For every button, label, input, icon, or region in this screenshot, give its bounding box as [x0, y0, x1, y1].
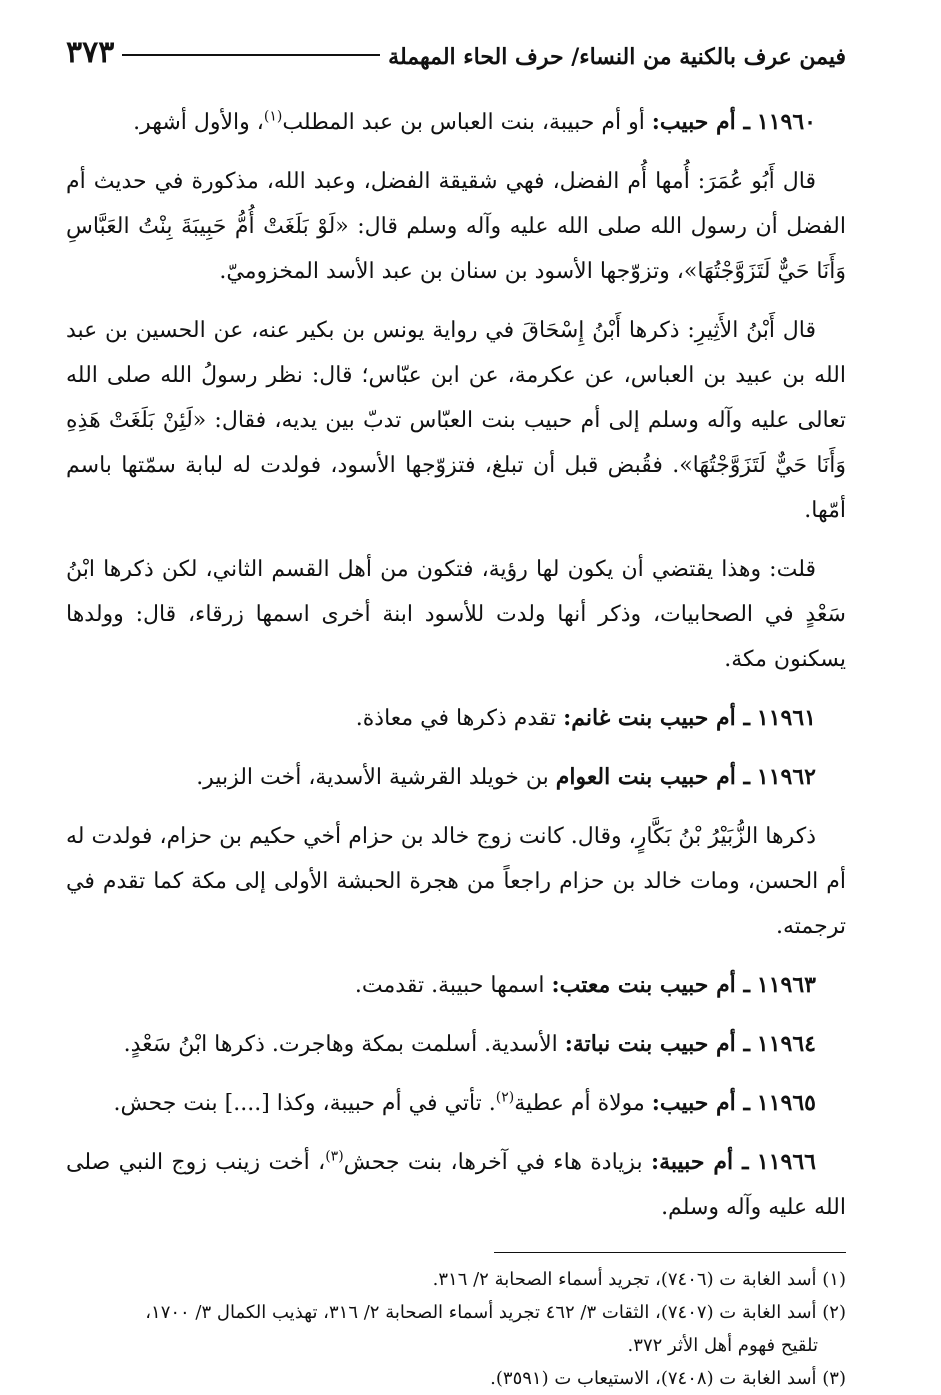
entry-name: ـ أم حبيب بنت نباتة: [564, 1031, 750, 1057]
footnote-2: (٢) أسد الغابة ت (٧٤٠٧)، الثقات ٣/ ٤٦٢ تجريد أسماء الصحابة ٢/ ٣١٦، تهذيب الكمال ٣/ ١٧٠٠، [145, 1302, 846, 1323]
entry-text: اسمها حبيبة. تقدمت. [354, 973, 552, 998]
paragraph-zubayr: ذكرها الزُّبَيْرُ بْنُ بَكَّارٍ، وقال. كانت زوج خالد بن حزام أخي حكيم بن حزام، فولدت له أم الحسن، ومات خالد بن حزام راجعاً من هجرة الحبشة الأولى إلى مكة كما تقدم في ترجمته. [66, 824, 846, 939]
entry-number: ١١٩٦١ [756, 705, 816, 731]
entry-number: ١١٩٦٣ [756, 972, 816, 998]
page-body [66, 100, 846, 1230]
footnote-ref: (١) [263, 108, 283, 125]
entry-text: بن خويلد القرشية الأسدية، أخت الزبير. [196, 765, 556, 790]
entry-text: أو أم حبيبة، بنت العباس بن عبد المطلب [282, 110, 652, 135]
footnote-rule [494, 1252, 846, 1253]
entry-name: ـ أم حبيبة: [650, 1149, 749, 1175]
footnote-ref: (٣) [325, 1148, 344, 1165]
header-rule [122, 54, 380, 56]
entry-name: ـ أم حبيب بنت معتب: [551, 972, 750, 998]
running-title: فيمن عرف بالكنية من النساء/ حرف الحاء المهملة [388, 44, 846, 70]
entry-11964 [66, 1022, 846, 1067]
footnotes [66, 1263, 846, 1395]
entry-number: ١١٩٦٢ [756, 764, 816, 790]
entry-number: ١١٩٦٥ [756, 1090, 816, 1116]
entry-text: بزيادة هاء في آخرها، بنت جحش [343, 1150, 651, 1175]
book-page [66, 22, 846, 1395]
entry-text: مولاة أم عطية [514, 1091, 652, 1116]
entry-number: ١١٩٦٤ [756, 1031, 816, 1057]
footnote-3: (٣) أسد الغابة ت (٧٤٠٨)، الاستيعاب ت (٣٥٩١). [490, 1368, 846, 1389]
entry-number: ١١٩٦٠ [756, 109, 816, 135]
entry-text: . تأتي في أم حبيبة، وكذا [....] بنت جحش. [113, 1091, 496, 1116]
entry-11966 [66, 1140, 846, 1230]
entry-11960 [66, 100, 846, 145]
footnote-1: (١) أسد الغابة ت (٧٤٠٦)، تجريد أسماء الصحابة ٢/ ٣١٦. [432, 1269, 846, 1290]
paragraph-abu-umar: قال أَبُو عُمَرَ: أُمها أُم الفضل، فهي شقيقة الفضل، وعبد الله، مذكورة في حديث أم الفضل أن رسول الله صلى الله عليه وآله وسلم قال: «لَوْ بَلَغَتْ أُمُّ حَبِيبَةَ بِنْتُ العَبَّاسِ وَأَنَا حَيٌّ لَتَزَوَّجْتُهَا»، وتزوّجها الأسود بن سنان بن عبد الأسد المخزوميّ. [66, 169, 846, 284]
entry-text: ، أخت زينب زوج النبي صلى الله عليه وآله وسلم. [66, 1150, 846, 1220]
entry-name: ـ أم حبيب بنت غانم: [563, 705, 750, 731]
paragraph-qultu: قلت: وهذا يقتضي أن يكون لها رؤية، فتكون من أهل القسم الثاني، لكن ذكرها ابْنُ سَعْدٍ في الصحابيات، وذكر أنها ولدت للأسود ابنة أخرى اسمها زرقاء، قال: وولدها يسكنون مكة. [66, 557, 846, 672]
entry-name: ـ أم حبيب بنت العوام [555, 764, 750, 790]
entry-11965 [66, 1081, 846, 1126]
entry-name: ـ أم حبيب: [651, 109, 750, 135]
entry-number: ١١٩٦٦ [756, 1149, 816, 1175]
entry-text: تقدم ذكرها في معاذة. [355, 706, 564, 731]
entry-text: ، والأول أشهر. [133, 110, 264, 135]
paragraph-ibn-athir: قال أَبْنُ الأَثِيرِ: ذكرها أَبْنُ إِسْحَاقَ في رواية يونس بن بكير عنه، عن الحسين بن عبد الله بن عبيد بن العباس، عن عكرمة، عن ابن عبّاس؛ قال: نظر رسولُ الله صلى الله تعالى عليه وآله وسلم إلى أم حبيب بنت العبّاس تدبّ بين يديه، فقال: «لَئِنْ بَلَغَتْ هَذِهِ وَأَنَا حَيٌّ لَتَزَوَّجْتُهَا». فقُبض قبل أن تبلغ، فتزوّجها الأسود، فولدت له لبابة سمّتها باسم أمّها. [66, 318, 846, 523]
entry-text: الأسدية. أسلمت بمكة وهاجرت. ذكرها ابْنُ سَعْدٍ. [123, 1032, 565, 1057]
entry-name: ـ أم حبيب: [651, 1090, 750, 1116]
entry-11961 [66, 696, 846, 741]
entry-11962 [66, 755, 846, 800]
entry-11963 [66, 963, 846, 1008]
page-number: ٣٧٣ [66, 35, 115, 70]
footnote-2-continuation: تلقيح فهوم أهل الأثر ٣٧٢. [627, 1335, 818, 1356]
page-header [66, 22, 846, 70]
footnote-ref: (٢) [495, 1089, 515, 1106]
